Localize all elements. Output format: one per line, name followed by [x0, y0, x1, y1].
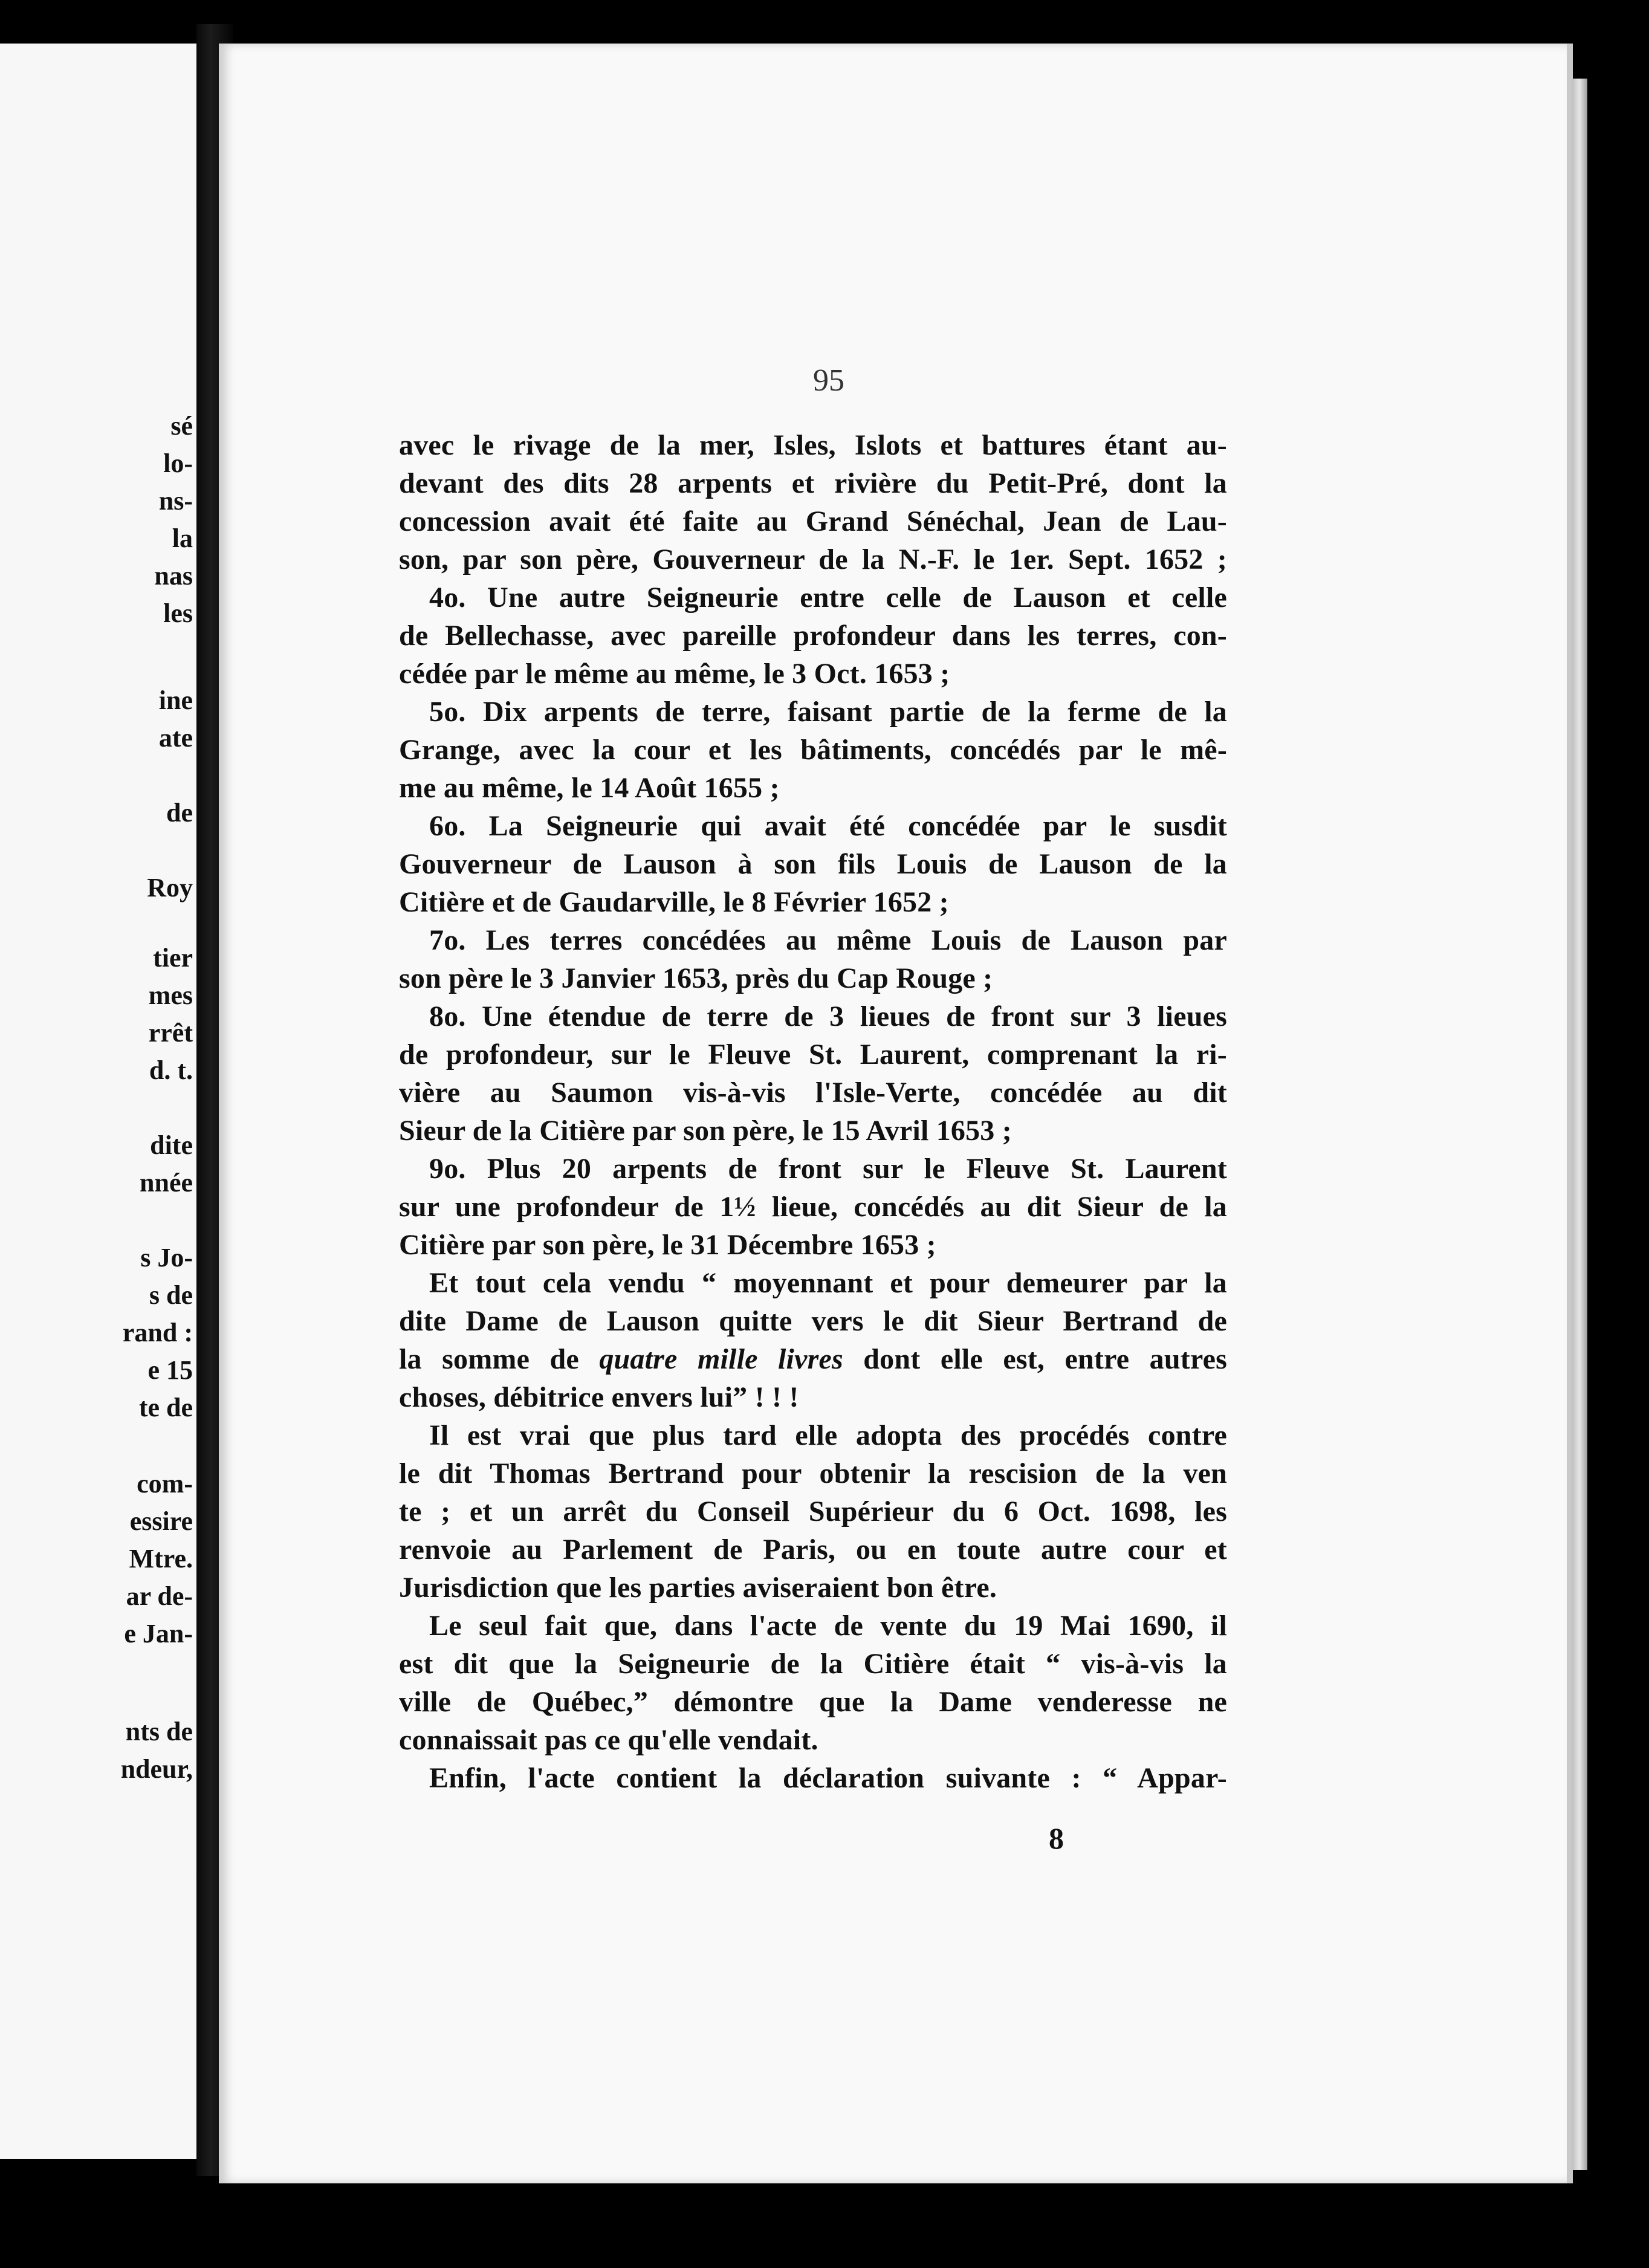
text-line: 4o. Une autre Seigneurie entre celle de Lauson et celle [429, 582, 1227, 614]
text-line: le dit Thomas Bertrand pour obtenir la rescision de la ven [399, 1457, 1227, 1489]
previous-page [0, 44, 196, 2159]
fragment: dite [150, 1130, 193, 1160]
fragment: ar de- [126, 1581, 193, 1611]
text-line: Citière par son père, le 31 Décembre 1653 ; [399, 1229, 936, 1261]
text-line: Et tout cela vendu “ moyennant et pour demeurer par la [429, 1267, 1227, 1299]
text-line: Citière et de Gaudarville, le 8 Février 1652 ; [399, 886, 949, 918]
text-line: ville de Québec,” démontre que la Dame venderesse ne [399, 1686, 1227, 1718]
text-line: choses, débitrice envers lui” ! ! ! [399, 1381, 799, 1413]
text-line: de profondeur, sur le Fleuve St. Laurent, comprenant la ri- [399, 1038, 1227, 1071]
text-line: 5o. Dix arpents de terre, faisant partie de la ferme de la [429, 696, 1227, 728]
text-line: Jurisdiction que les parties aviseraient bon être. [399, 1572, 997, 1604]
text-line: Le seul fait que, dans l'acte de vente du 19 Mai 1690, il [429, 1610, 1227, 1642]
fragment: tier [153, 943, 193, 973]
fragment: d. t. [149, 1055, 193, 1085]
fragment: nnée [140, 1168, 193, 1197]
text-line: 9o. Plus 20 arpents de front sur le Fleuve St. Laurent [429, 1153, 1227, 1185]
text-line: sur une profondeur de 1½ lieue, concédés au dit Sieur de la [399, 1191, 1227, 1223]
text-line: avec le rivage de la mer, Isles, Islots et battures étant au- [399, 429, 1227, 461]
fragment: mes [148, 980, 193, 1010]
text-line: me au même, le 14 Août 1655 ; [399, 772, 780, 804]
text-line: Grange, avec la cour et les bâtiments, concédés par le mê- [399, 734, 1227, 766]
text-line: son père le 3 Janvier 1653, près du Cap Rouge ; [399, 962, 993, 994]
page-number: 95 [813, 363, 844, 398]
italic-phrase: quatre mille livres [599, 1343, 843, 1375]
fragment: ndeur, [120, 1754, 193, 1784]
fragment: la [172, 523, 193, 553]
text-line: Il est vrai que plus tard elle adopta des procédés contre [429, 1419, 1227, 1451]
body-text [399, 426, 1227, 1797]
fragment: s Jo- [140, 1243, 193, 1272]
fragment: ate [158, 723, 193, 753]
fragment: com- [137, 1469, 193, 1498]
fragment: les [163, 598, 193, 628]
text-line: 7o. Les terres concédées au même Louis de Lauson par [429, 924, 1227, 956]
text-line: de Bellechasse, avec pareille profondeur dans les terres, con- [399, 620, 1227, 652]
fragment: nas [154, 561, 193, 591]
text-line: Enfin, l'acte contient la déclaration suivante : “ Appar- [429, 1762, 1227, 1794]
fragment: Mtre. [129, 1544, 193, 1573]
fragment: nts de [125, 1717, 193, 1746]
text-segment: la somme de [399, 1343, 600, 1375]
text-line: 8o. Une étendue de terre de 3 lieues de front sur 3 lieues [429, 1000, 1227, 1032]
fragment: e 15 [147, 1355, 193, 1385]
fragment: sé [170, 411, 193, 441]
signature-mark: 8 [1049, 1821, 1064, 1855]
text-line: son, par son père, Gouverneur de la N.-F. le 1er. Sept. 1652 ; [399, 543, 1227, 575]
fragment: ine [158, 685, 193, 715]
fragment: Roy [147, 873, 193, 902]
fragment: te de [138, 1393, 193, 1422]
fragment: rrêt [148, 1018, 193, 1048]
text-line: vière au Saumon vis-à-vis l'Isle-Verte, concédée au dit [399, 1077, 1227, 1109]
text-line: Gouverneur de Lauson à son fils Louis de Lauson de la [399, 848, 1227, 880]
fragment: s de [149, 1280, 193, 1310]
text-line: est dit que la Seigneurie de la Citière était “ vis-à-vis la [399, 1648, 1227, 1680]
previous-page-text [0, 44, 193, 2159]
text-line: te ; et un arrêt du Conseil Supérieur du 6 Oct. 1698, les [399, 1495, 1227, 1528]
text-line: concession avait été faite au Grand Sénéchal, Jean de Lau- [399, 505, 1227, 537]
fragment: lo- [163, 449, 193, 478]
text-line: dite Dame de Lauson quitte vers le dit Sieur Bertrand de [399, 1305, 1227, 1337]
text-line: renvoie au Parlement de Paris, ou en toute autre cour et [399, 1534, 1227, 1566]
page-edge [1572, 79, 1587, 2170]
text-line: 6o. La Seigneurie qui avait été concédée par le susdit [429, 810, 1227, 842]
fragment: essire [129, 1506, 193, 1536]
text-line-with-italic [399, 1340, 1227, 1378]
text-segment: dont elle est, entre autres [843, 1343, 1227, 1375]
fragment: e Jan- [124, 1619, 193, 1648]
text-line: cédée par le même au même, le 3 Oct. 1653 ; [399, 658, 950, 690]
fragment: de [166, 798, 193, 828]
text-line: Sieur de la Citière par son père, le 15 Avril 1653 ; [399, 1115, 1012, 1147]
text-line: connaissait pas ce qu'elle vendait. [399, 1724, 818, 1756]
fragment: rand : [122, 1318, 193, 1347]
text-line: devant des dits 28 arpents et rivière du Petit-Pré, dont la [399, 467, 1227, 499]
fragment: ns- [158, 486, 193, 516]
